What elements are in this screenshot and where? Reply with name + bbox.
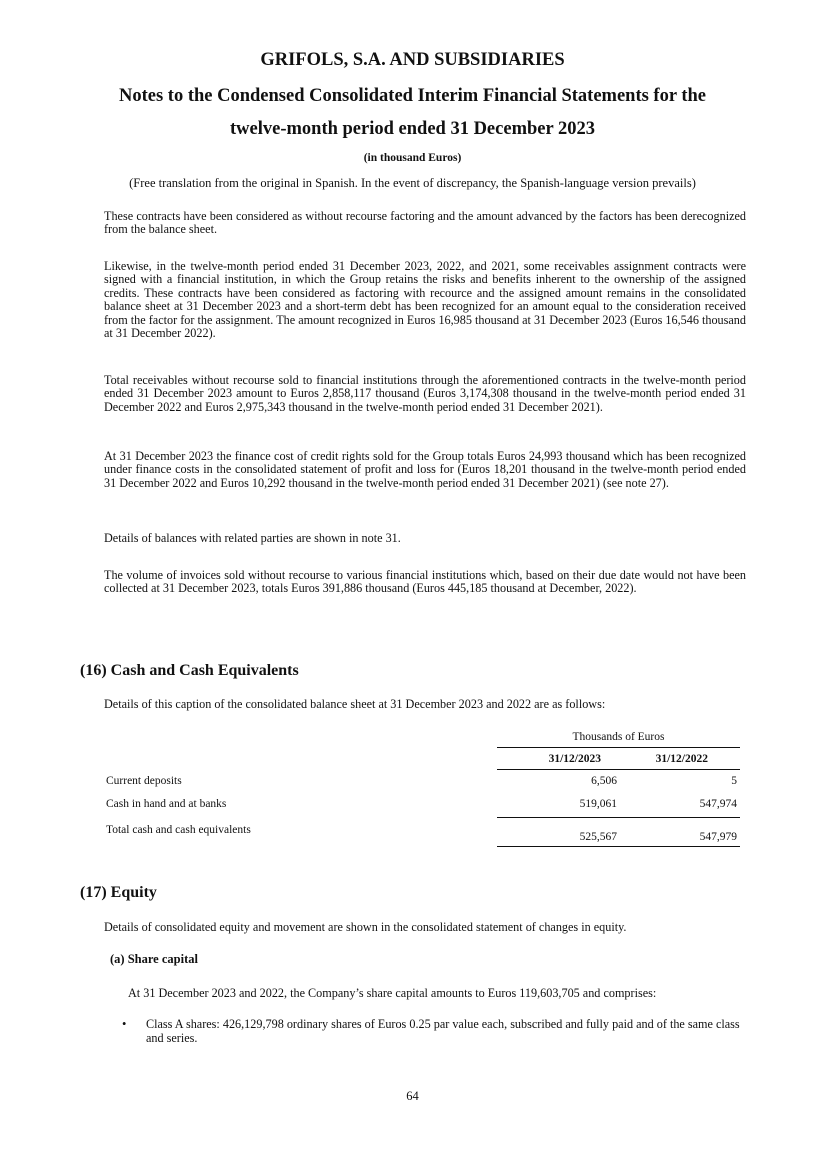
page-number: 64: [406, 1089, 419, 1103]
company-name: GRIFOLS, S.A. AND SUBSIDIARIES: [260, 50, 565, 70]
column-header-2022: 31/12/2022: [655, 753, 708, 765]
column-header-2023: 31/12/2023: [548, 753, 601, 765]
paragraph-factoring-without-recourse: These contracts have been considered as without recourse factoring and the amount advanced by the factors has been derecognized from the balance sheet.: [104, 209, 746, 237]
cell-cash-in-hand-2023: 519,061: [579, 798, 617, 810]
cell-total-2023: 525,567: [579, 831, 617, 843]
share-capital-text: At 31 December 2023 and 2022, the Company’s share capital amounts to Euros 119,603,705 and comprises:: [128, 986, 657, 1000]
cell-current-deposits-2022: 5: [731, 775, 737, 787]
section-17-heading: (17) Equity: [80, 884, 157, 901]
table-header-rule: [497, 769, 740, 770]
translation-note: (Free translation from the original in Spanish. In the event of discrepancy, the Spanish-language version prevails): [129, 176, 696, 190]
bullet-icon: •: [122, 1017, 127, 1031]
cell-cash-in-hand-2022: 547,974: [699, 798, 737, 810]
paragraph-finance-cost: At 31 December 2023 the finance cost of credit rights sold for the Group totals Euros 24,993 thousand which has been recognized under finance costs in the consolidated statement of profit and loss for (Euros 18,201 thousand in the twelve-month period ended 31 December 2022 and Euros 10,292 thousand in the twelve-month period ended 31 December 2021) (see note 27).: [104, 449, 746, 490]
paragraph-related-parties: Details of balances with related parties are shown in note 31.: [104, 531, 401, 545]
cell-total-2022: 547,979: [699, 831, 737, 843]
row-label-current-deposits: Current deposits: [106, 775, 182, 787]
units-note: (in thousand Euros): [363, 152, 462, 164]
paragraph-factoring-with-recourse: Likewise, in the twelve-month period ended 31 December 2023, 2022, and 2021, some receivables assignment contracts were signed with a financial institution, in which the Group retains the risks and benefits inherent to the ownership of the assigned credits. These contracts have been considered as factoring with recource and the assigned amount remains in the consolidated balance sheet at 31 December 2023 and a short-term debt has been recognized for an amount equal to the consideration received from the factor for the assignment. The amount recognized in Euros 16,985 thousand at 31 December 2023 (Euros 16,546 thousand at 31 December 2022).: [104, 259, 746, 341]
table-total-rule: [497, 846, 740, 847]
section-16-intro: Details of this caption of the consolidated balance sheet at 31 December 2023 and 2022 are as follows:: [104, 697, 606, 711]
cell-current-deposits-2023: 6,506: [591, 775, 617, 787]
table-subtotal-rule: [497, 817, 740, 818]
paragraph-invoices-volume: The volume of invoices sold without recourse to various financial institutions which, based on their due date would not have been collected at 31 December 2023, totals Euros 391,886 thousand (Euros 445,185 thousand at December, 2022).: [104, 568, 746, 596]
section-17-intro: Details of consolidated equity and movement are shown in the consolidated statement of changes in equity.: [104, 920, 627, 934]
paragraph-total-receivables-sold: Total receivables without recourse sold to financial institutions through the aforementioned contracts in the twelve-month period ended 31 December 2023 amount to Euros 2,858,117 thousand (Euros 3,174,308 thousand in the twelve-month period ended 31 December 2022 and Euros 2,975,343 thousand in the twelve-month period ended 31 December 2021).: [104, 373, 746, 414]
section-16-heading: (16) Cash and Cash Equivalents: [80, 662, 299, 679]
table-caption-rule: [497, 747, 740, 748]
row-label-cash-in-hand: Cash in hand and at banks: [106, 798, 227, 810]
document-title-line-1: Notes to the Condensed Consolidated Interim Financial Statements for the: [118, 86, 706, 106]
row-label-total: Total cash and cash equivalents: [106, 824, 251, 836]
table-caption: Thousands of Euros: [572, 731, 665, 743]
document-title-line-2: twelve-month period ended 31 December 2023: [230, 119, 595, 139]
class-a-shares-bullet: Class A shares: 426,129,798 ordinary shares of Euros 0.25 par value each, subscribed and fully paid and of the same class and series.: [146, 1017, 740, 1045]
share-capital-heading: (a) Share capital: [110, 952, 198, 966]
